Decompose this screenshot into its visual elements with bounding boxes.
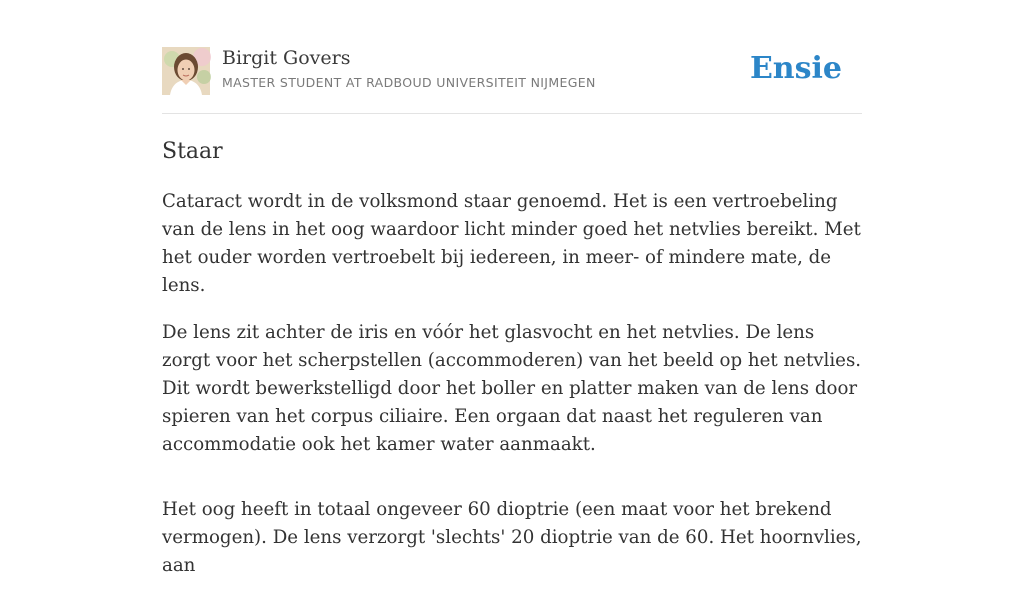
article-paragraph: De lens zit achter de iris en vóór het glasvocht en het netvlies. De lens zorgt voor het scherpstellen (accommoderen) van het beeld op het netvlies. Dit wordt bewerkstelligd door het boller en platter maken van de lens door spieren van het corpus ciliaire. Een orgaan dat naast het reguleren van accommodatie ook het kamer water aanmaakt. bbox=[162, 322, 862, 455]
author-name[interactable]: Birgit Govers bbox=[222, 47, 351, 69]
author-title: MASTER STUDENT AT RADBOUD UNIVERSITEIT NIJMEGEN bbox=[222, 75, 596, 90]
author-avatar[interactable] bbox=[162, 47, 210, 95]
article-title: Staar bbox=[162, 139, 223, 164]
article-paragraph: Cataract wordt in de volksmond staar genoemd. Het is een vertroebeling van de lens in het oog waardoor licht minder goed het netvlies bereikt. Met het ouder worden vertroebelt bij iedereen, in meer- of mindere mate, de lens. bbox=[162, 191, 861, 296]
article-paragraph: Het oog heeft in totaal ongeveer 60 dioptrie (een maat voor het brekend vermogen). De lens verzorgt 'slechts' 20 dioptrie van de 60. Het hoornvlies, aan bbox=[162, 499, 862, 576]
ensie-logo[interactable]: Ensie bbox=[749, 51, 842, 86]
avatar-photo-icon bbox=[162, 47, 210, 95]
author-header bbox=[162, 46, 862, 114]
article-content bbox=[162, 136, 862, 599]
